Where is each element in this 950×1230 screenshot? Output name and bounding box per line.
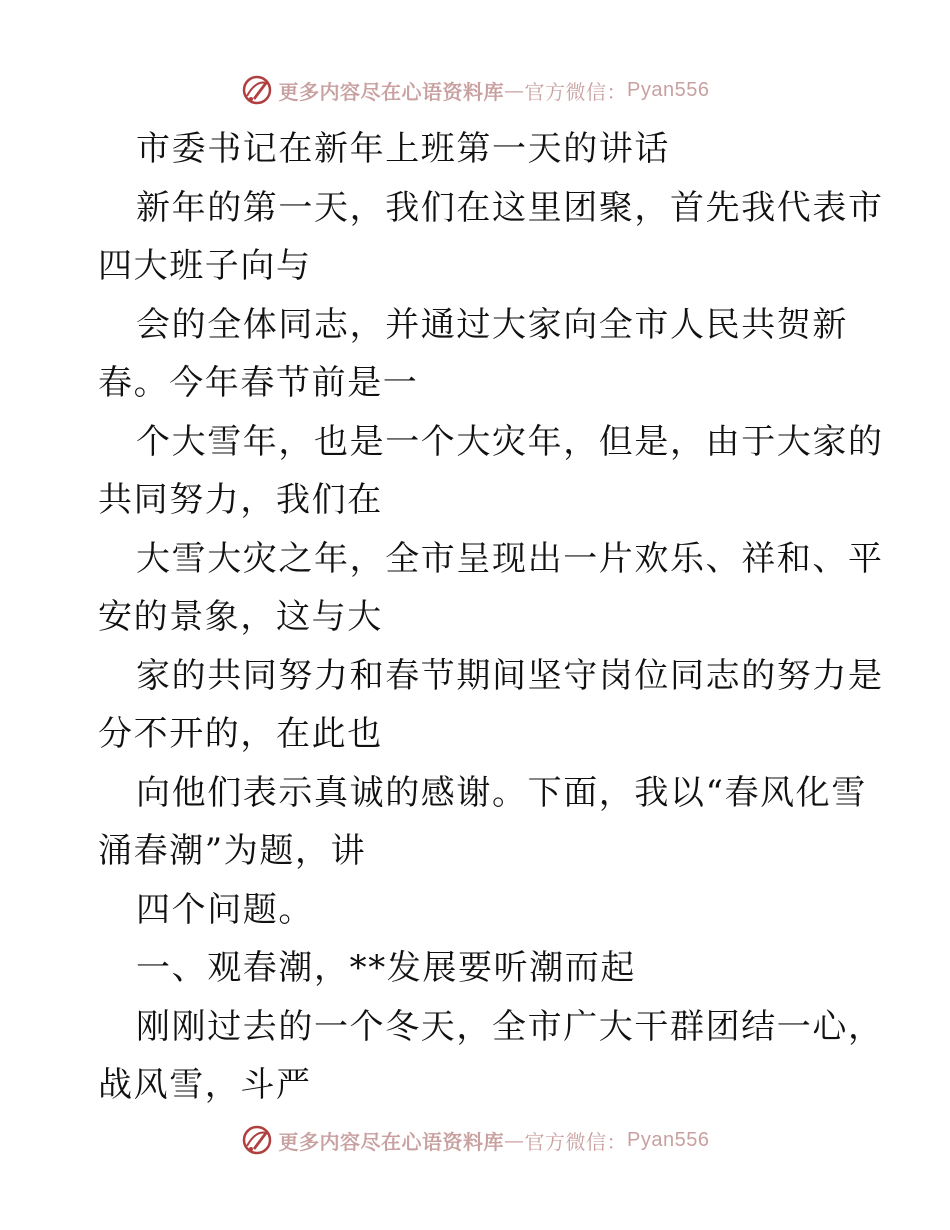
pen-logo-icon [241, 1124, 273, 1156]
header-banner [0, 70, 950, 110]
document-text [98, 120, 884, 1115]
banner-wechat-label: 官方微信： [524, 1129, 628, 1154]
document-line: 个大雪年，也是一个大灾年，但是，由于大家的 [136, 421, 884, 462]
document-line: 分不开的，在此也 [98, 714, 383, 754]
banner-wechat-id: Pyan556 [627, 1128, 710, 1151]
banner-wechat-label: 官方微信： [524, 79, 628, 104]
document-line: 四个问题。 [136, 889, 314, 930]
document-line: 一、观春潮，**发展要听潮而起 [136, 948, 636, 988]
document-line: 共同努力，我们在 [98, 480, 383, 520]
document-body [98, 120, 884, 1115]
document-line: 四大班子向与 [98, 246, 312, 286]
document-line: 刚刚过去的一个冬天，全市广大干群团结一心， [136, 1006, 884, 1047]
document-line: 会的全体同志，并通过大家向全市人民共贺新 [136, 304, 848, 345]
document-line: 战风雪，斗严 [98, 1065, 312, 1105]
document-line: 安的景象，这与大 [98, 597, 383, 637]
pen-logo-icon [241, 74, 273, 106]
banner-brand-text: 更多内容尽在心语资料库 [278, 79, 505, 104]
banner-brand-text: 更多内容尽在心语资料库 [278, 1129, 505, 1154]
banner-dash: — [504, 1128, 525, 1152]
document-line: 家的共同努力和春节期间坚守岗位同志的努力是 [136, 655, 884, 696]
footer-banner [0, 1120, 950, 1160]
banner-dash: — [504, 78, 525, 102]
document-line: 大雪大灾之年，全市呈现出一片欢乐、祥和、平 [136, 538, 884, 579]
document-line: 向他们表示真诚的感谢。下面，我以“春风化雪 [136, 772, 867, 813]
document-line: 春。今年春节前是一 [98, 363, 419, 403]
banner-wechat-id: Pyan556 [627, 78, 710, 101]
document-line: 涌春潮”为题，讲 [98, 831, 367, 871]
document-line: 新年的第一天，我们在这里团聚，首先我代表市 [136, 187, 884, 228]
document-line: 市委书记在新年上班第一天的讲话 [136, 129, 670, 169]
